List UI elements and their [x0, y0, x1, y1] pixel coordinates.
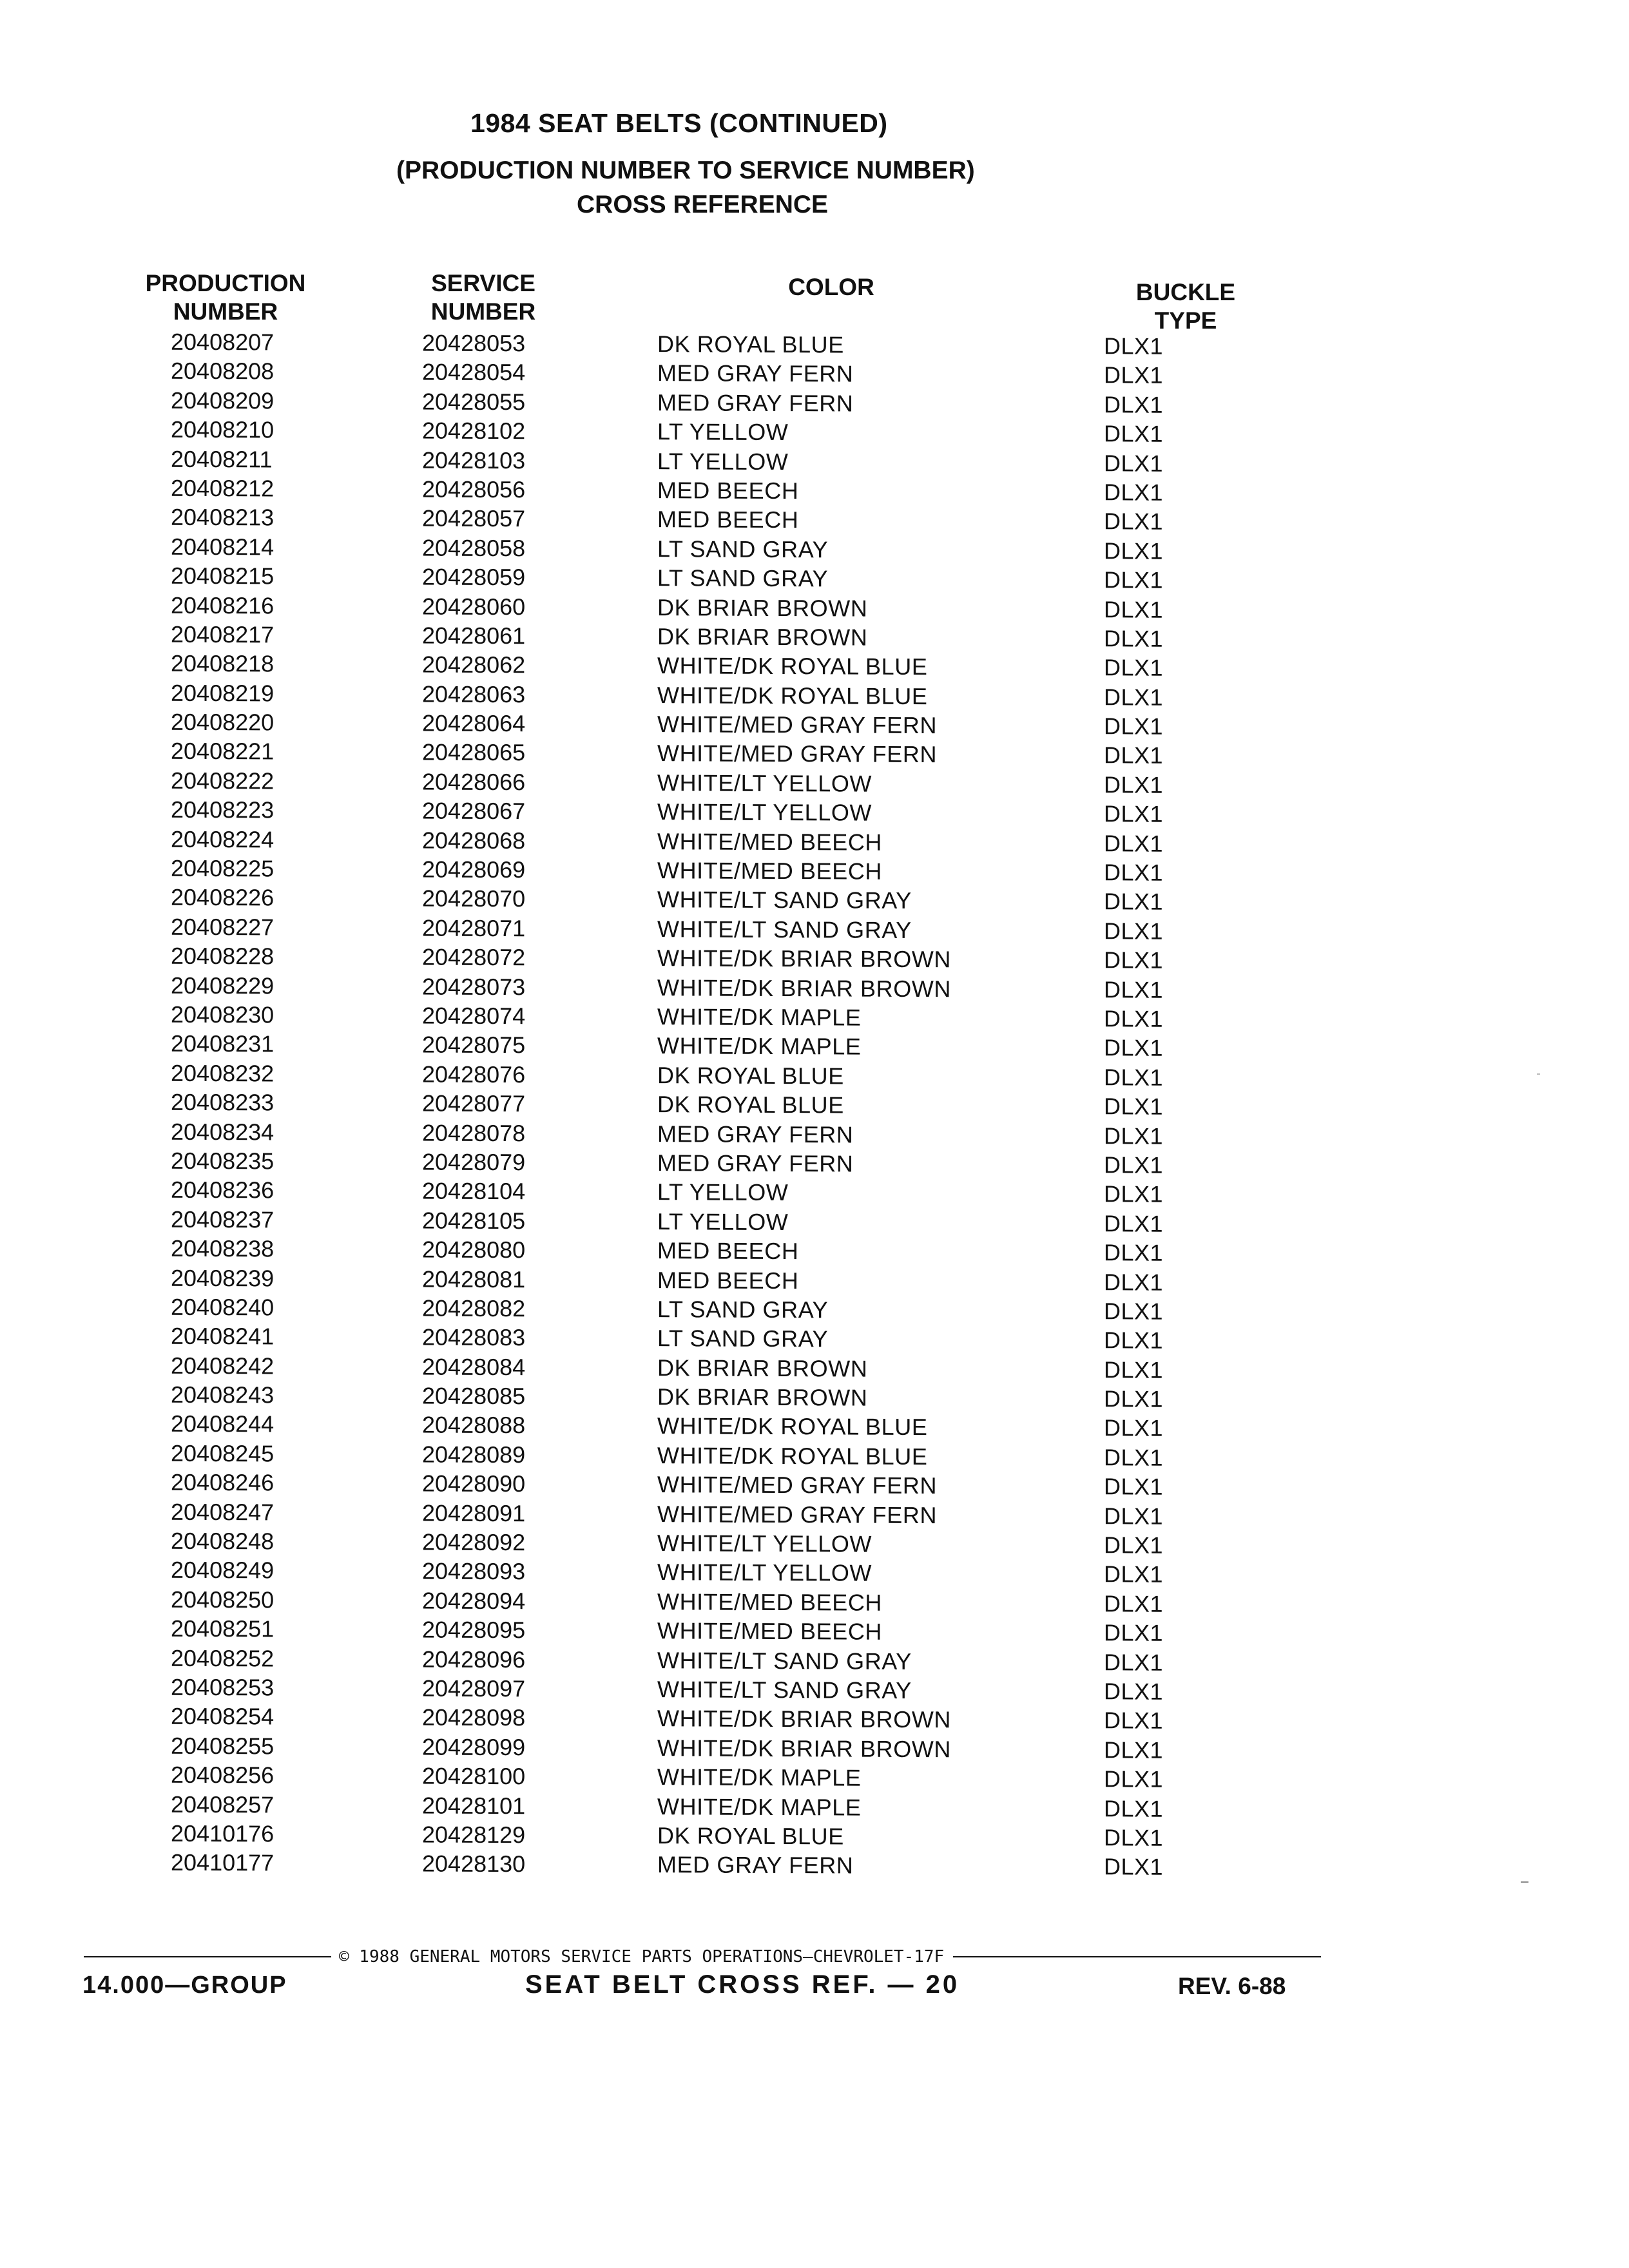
buckle-type-cell: DLX1 [1104, 742, 1164, 769]
cross-reference-table [0, 328, 1629, 1885]
service-number-cell: 20428080 [422, 1236, 526, 1264]
service-number-cell: 20428071 [422, 914, 526, 942]
page-subtitle: (PRODUCTION NUMBER TO SERVICE NUMBER) [396, 157, 975, 184]
service-number-cell: 20428063 [422, 680, 526, 707]
service-number-cell: 20428058 [422, 534, 526, 561]
service-number-cell: 20428101 [422, 1792, 526, 1819]
production-number-cell: 20408240 [171, 1293, 275, 1321]
production-number-cell: 20408228 [171, 942, 275, 970]
buckle-type-cell: DLX1 [1104, 1707, 1164, 1735]
column-header-buckle-type [1121, 278, 1250, 335]
production-number-cell: 20408209 [171, 387, 275, 414]
production-number-cell: 20408212 [171, 474, 275, 502]
buckle-type-cell: DLX1 [1104, 1473, 1164, 1500]
color-cell: WHITE/DK BRIAR BROWN [657, 1734, 952, 1762]
color-cell: LT YELLOW [657, 447, 789, 475]
buckle-type-cell: DLX1 [1104, 1093, 1164, 1120]
service-number-cell: 20428102 [422, 417, 526, 445]
buckle-type-cell: DLX1 [1104, 654, 1164, 682]
production-number-cell: 20408220 [171, 708, 275, 736]
service-number-cell: 20428105 [422, 1207, 526, 1234]
color-cell: DK ROYAL BLUE [657, 331, 844, 358]
buckle-type-cell: DLX1 [1104, 391, 1164, 418]
group-label: 14.000—GROUP [82, 1972, 287, 1999]
service-number-cell: 20428078 [422, 1119, 526, 1146]
service-number-cell: 20428064 [422, 709, 526, 737]
buckle-type-cell: DLX1 [1104, 1356, 1164, 1383]
buckle-type-cell: DLX1 [1104, 1327, 1164, 1354]
color-cell: MED BEECH [657, 477, 799, 505]
production-number-cell: 20408226 [171, 884, 275, 911]
service-number-cell: 20428129 [422, 1821, 526, 1849]
production-number-cell: 20408256 [171, 1761, 275, 1789]
color-cell: DK ROYAL BLUE [657, 1091, 844, 1119]
service-number-cell: 20428074 [422, 1002, 526, 1030]
service-number-cell: 20428057 [422, 505, 526, 532]
color-cell: WHITE/LT SAND GRAY [657, 1646, 912, 1675]
color-cell: WHITE/DK MAPLE [657, 1003, 862, 1031]
buckle-type-cell: DLX1 [1104, 1590, 1164, 1617]
color-cell: WHITE/DK ROYAL BLUE [657, 681, 928, 709]
page-title: 1984 SEAT BELTS (CONTINUED) [470, 108, 888, 138]
buckle-type-cell: DLX1 [1104, 771, 1164, 798]
color-cell: WHITE/LT YELLOW [657, 1530, 872, 1557]
production-number-cell: 20408243 [171, 1381, 275, 1408]
service-number-cell: 20428072 [422, 943, 526, 971]
page-subtitle-2: CROSS REFERENCE [577, 191, 829, 218]
color-cell: DK ROYAL BLUE [657, 1061, 844, 1090]
color-cell: WHITE/LT YELLOW [657, 1559, 872, 1587]
production-number-cell: 20408247 [171, 1498, 275, 1526]
section-label: SEAT BELT CROSS REF. — 20 [525, 1970, 960, 1999]
column-header-service-number [406, 269, 561, 326]
production-number-cell: 20408225 [171, 854, 275, 882]
service-number-cell: 20428099 [422, 1733, 526, 1760]
production-number-cell: 20408211 [171, 445, 273, 473]
production-number-cell: 20408235 [171, 1147, 275, 1175]
color-cell: LT SAND GRAY [657, 564, 829, 592]
color-cell: WHITE/DK BRIAR BROWN [657, 945, 952, 973]
production-number-cell: 20408241 [171, 1323, 275, 1350]
service-number-cell: 20428061 [422, 622, 526, 649]
production-number-cell: 20408246 [171, 1468, 275, 1496]
color-cell: DK BRIAR BROWN [657, 623, 868, 651]
color-cell: DK ROYAL BLUE [657, 1822, 844, 1850]
production-number-cell: 20408251 [171, 1615, 275, 1642]
scan-speck [1521, 1881, 1528, 1883]
color-cell: WHITE/DK ROYAL BLUE [657, 1412, 928, 1441]
color-cell: WHITE/LT YELLOW [657, 798, 872, 826]
production-number-cell: 20408239 [171, 1264, 275, 1291]
service-number-cell: 20428070 [422, 885, 526, 912]
production-number-cell: 20408208 [171, 358, 275, 385]
production-number-cell: 20408219 [171, 679, 275, 707]
color-cell: MED GRAY FERN [657, 1851, 854, 1879]
color-cell: WHITE/MED GRAY FERN [657, 1471, 938, 1499]
buckle-type-cell: DLX1 [1104, 1064, 1164, 1091]
service-number-cell: 20428100 [422, 1762, 526, 1790]
column-header-buckle-line1: BUCKLE [1135, 279, 1236, 305]
column-header-production-number [129, 269, 322, 326]
service-number-cell: 20428093 [422, 1557, 526, 1585]
production-number-cell: 20408254 [171, 1703, 275, 1730]
buckle-type-cell: DLX1 [1104, 332, 1164, 360]
production-number-cell: 20408253 [171, 1673, 275, 1701]
service-number-cell: 20428097 [422, 1675, 526, 1702]
production-number-cell: 20408232 [171, 1059, 275, 1087]
service-number-cell: 20428088 [422, 1411, 526, 1439]
service-number-cell: 20428066 [422, 768, 526, 796]
buckle-type-cell: DLX1 [1104, 1414, 1164, 1442]
color-cell: WHITE/MED BEECH [657, 857, 883, 885]
production-number-cell: 20408217 [171, 620, 275, 648]
copyright-line [84, 1947, 1321, 1966]
color-cell: MED GRAY FERN [657, 1120, 854, 1148]
column-header-color [760, 273, 902, 302]
production-number-cell: 20408207 [171, 328, 275, 356]
buckle-type-cell: DLX1 [1104, 537, 1164, 564]
production-number-cell: 20408213 [171, 504, 275, 531]
buckle-type-cell: DLX1 [1104, 1532, 1164, 1559]
service-number-cell: 20428059 [422, 563, 526, 591]
color-cell: WHITE/MED GRAY FERN [657, 1500, 938, 1528]
color-cell: DK BRIAR BROWN [657, 1354, 868, 1382]
color-cell: WHITE/LT SAND GRAY [657, 886, 912, 914]
service-number-cell: 20428067 [422, 797, 526, 825]
color-cell: WHITE/LT YELLOW [657, 769, 872, 797]
service-number-cell: 20428084 [422, 1353, 526, 1380]
buckle-type-cell: DLX1 [1104, 479, 1164, 506]
buckle-type-cell: DLX1 [1104, 1210, 1164, 1237]
buckle-type-cell: DLX1 [1104, 1648, 1164, 1676]
buckle-type-cell: DLX1 [1104, 829, 1164, 857]
buckle-type-cell: DLX1 [1104, 1298, 1164, 1325]
buckle-type-cell: DLX1 [1104, 1765, 1164, 1792]
footer-rule-right [953, 1956, 1321, 1957]
color-cell: WHITE/LT SAND GRAY [657, 915, 912, 943]
column-header-buckle-line2: TYPE [1154, 307, 1217, 334]
production-number-cell: 20408238 [171, 1235, 275, 1262]
production-number-cell: 20408234 [171, 1118, 275, 1146]
production-number-cell: 20408222 [171, 767, 275, 794]
service-number-cell: 20428095 [422, 1616, 526, 1644]
buckle-type-cell: DLX1 [1104, 947, 1164, 974]
production-number-cell: 20408221 [171, 738, 275, 765]
service-number-cell: 20428053 [422, 329, 526, 357]
service-number-cell: 20428090 [422, 1470, 526, 1497]
color-cell: MED BEECH [657, 1266, 799, 1294]
production-number-cell: 20408255 [171, 1732, 275, 1760]
buckle-type-cell: DLX1 [1104, 800, 1164, 827]
service-number-cell: 20428085 [422, 1382, 526, 1410]
production-number-cell: 20408249 [171, 1557, 275, 1584]
color-cell: WHITE/LT SAND GRAY [657, 1676, 912, 1704]
color-cell: WHITE/DK MAPLE [657, 1763, 862, 1791]
buckle-type-cell: DLX1 [1104, 888, 1164, 916]
color-cell: WHITE/DK ROYAL BLUE [657, 652, 928, 680]
buckle-type-cell: DLX1 [1104, 1268, 1164, 1296]
production-number-cell: 20408214 [171, 533, 275, 561]
color-cell: WHITE/DK BRIAR BROWN [657, 1705, 952, 1733]
color-cell: WHITE/MED GRAY FERN [657, 740, 938, 768]
color-cell: LT SAND GRAY [657, 1325, 829, 1352]
buckle-type-cell: DLX1 [1104, 1034, 1164, 1062]
service-number-cell: 20428069 [422, 856, 526, 883]
buckle-type-cell: DLX1 [1104, 1853, 1164, 1881]
service-number-cell: 20428092 [422, 1528, 526, 1556]
color-cell: LT YELLOW [657, 1207, 789, 1235]
service-number-cell: 20428076 [422, 1061, 526, 1088]
buckle-type-cell: DLX1 [1104, 1736, 1164, 1763]
production-number-cell: 20408252 [171, 1644, 275, 1672]
buckle-type-cell: DLX1 [1104, 1239, 1164, 1266]
production-number-cell: 20408245 [171, 1439, 275, 1467]
service-number-cell: 20428082 [422, 1294, 526, 1322]
service-number-cell: 20428079 [422, 1148, 526, 1176]
service-number-cell: 20428094 [422, 1587, 526, 1615]
production-number-cell: 20408248 [171, 1527, 275, 1555]
service-number-cell: 20428096 [422, 1646, 526, 1673]
color-cell: DK BRIAR BROWN [657, 593, 868, 622]
production-number-cell: 20408230 [171, 1001, 275, 1028]
color-cell: LT SAND GRAY [657, 1296, 829, 1323]
service-number-cell: 20428081 [422, 1265, 526, 1293]
service-number-cell: 20428083 [422, 1323, 526, 1351]
buckle-type-cell: DLX1 [1104, 1619, 1164, 1646]
production-number-cell: 20408242 [171, 1352, 275, 1379]
production-number-cell: 20408224 [171, 825, 275, 853]
service-number-cell: 20428065 [422, 738, 526, 766]
production-number-cell: 20408257 [171, 1791, 275, 1818]
buckle-type-cell: DLX1 [1104, 713, 1164, 740]
buckle-type-cell: DLX1 [1104, 420, 1164, 447]
production-number-cell: 20408236 [171, 1177, 275, 1204]
service-number-cell: 20428089 [422, 1441, 526, 1468]
buckle-type-cell: DLX1 [1104, 1122, 1164, 1149]
production-number-cell: 20408215 [171, 562, 275, 590]
service-number-cell: 20428077 [422, 1090, 526, 1117]
production-number-cell: 20408237 [171, 1206, 275, 1233]
buckle-type-cell: DLX1 [1104, 1180, 1164, 1208]
buckle-type-cell: DLX1 [1104, 859, 1164, 886]
buckle-type-cell: DLX1 [1104, 595, 1164, 623]
buckle-type-cell: DLX1 [1104, 1824, 1164, 1851]
color-cell: WHITE/MED GRAY FERN [657, 711, 938, 739]
color-cell: LT YELLOW [657, 418, 789, 446]
production-number-cell: 20410177 [171, 1849, 275, 1876]
buckle-type-cell: DLX1 [1104, 975, 1164, 1003]
service-number-cell: 20428075 [422, 1031, 526, 1059]
production-number-cell: 20408231 [171, 1030, 275, 1057]
column-header-service-line2: NUMBER [430, 298, 536, 325]
color-cell: WHITE/DK MAPLE [657, 1792, 862, 1821]
color-cell: MED GRAY FERN [657, 360, 854, 387]
buckle-type-cell: DLX1 [1104, 918, 1164, 945]
service-number-cell: 20428091 [422, 1499, 526, 1526]
column-header-service-line1: SERVICE [431, 270, 535, 296]
production-number-cell: 20408250 [171, 1586, 275, 1613]
service-number-cell: 20428098 [422, 1704, 526, 1731]
color-cell: WHITE/MED BEECH [657, 827, 883, 856]
scan-speck-2 [1537, 1073, 1540, 1075]
color-cell: WHITE/DK ROYAL BLUE [657, 1442, 928, 1470]
service-number-cell: 20428060 [422, 593, 526, 620]
production-number-cell: 20408227 [171, 913, 275, 941]
buckle-type-cell: DLX1 [1104, 1794, 1164, 1822]
production-number-cell: 20408216 [171, 591, 275, 619]
color-cell: LT SAND GRAY [657, 535, 829, 563]
column-header-production-line1: PRODUCTION [145, 270, 306, 296]
color-cell: DK BRIAR BROWN [657, 1383, 868, 1411]
color-cell: MED GRAY FERN [657, 1149, 854, 1177]
buckle-type-cell: DLX1 [1104, 1502, 1164, 1530]
service-number-cell: 20428103 [422, 447, 526, 474]
service-number-cell: 20428055 [422, 388, 526, 416]
buckle-type-cell: DLX1 [1104, 1005, 1164, 1032]
service-number-cell: 20428056 [422, 476, 526, 503]
copyright-text: © 1988 GENERAL MOTORS SERVICE PARTS OPERATIONS—CHEVROLET-17F [339, 1947, 945, 1966]
buckle-type-cell: DLX1 [1104, 1151, 1164, 1178]
color-cell: MED GRAY FERN [657, 389, 854, 417]
buckle-type-cell: DLX1 [1104, 683, 1164, 711]
color-cell: MED BEECH [657, 506, 799, 533]
buckle-type-cell: DLX1 [1104, 1385, 1164, 1412]
color-cell: WHITE/MED BEECH [657, 1588, 883, 1616]
buckle-type-cell: DLX1 [1104, 1561, 1164, 1588]
service-number-cell: 20428130 [422, 1850, 526, 1878]
production-number-cell: 20408229 [171, 972, 275, 999]
revision-label: REV. 6-88 [1178, 1973, 1286, 1999]
column-header-production-line2: NUMBER [173, 298, 278, 325]
buckle-type-cell: DLX1 [1104, 449, 1164, 477]
service-number-cell: 20428104 [422, 1177, 526, 1205]
footer-rule-left [84, 1956, 331, 1957]
production-number-cell: 20408218 [171, 650, 275, 677]
color-cell: WHITE/DK BRIAR BROWN [657, 974, 952, 1002]
color-cell: WHITE/MED BEECH [657, 1617, 883, 1645]
service-number-cell: 20428068 [422, 827, 526, 854]
buckle-type-cell: DLX1 [1104, 1678, 1164, 1705]
color-cell: WHITE/DK MAPLE [657, 1032, 862, 1060]
service-number-cell: 20428073 [422, 973, 526, 1000]
service-number-cell: 20428062 [422, 651, 526, 678]
buckle-type-cell: DLX1 [1104, 566, 1164, 593]
color-cell: LT YELLOW [657, 1178, 789, 1206]
production-number-cell: 20410176 [171, 1820, 275, 1847]
service-number-cell: 20428054 [422, 358, 526, 386]
buckle-type-cell: DLX1 [1104, 361, 1164, 389]
production-number-cell: 20408233 [171, 1088, 275, 1116]
production-number-cell: 20408244 [171, 1410, 275, 1437]
buckle-type-cell: DLX1 [1104, 625, 1164, 652]
buckle-type-cell: DLX1 [1104, 1444, 1164, 1471]
column-header-color-label: COLOR [788, 274, 874, 300]
production-number-cell: 20408210 [171, 416, 275, 443]
production-number-cell: 20408223 [171, 796, 275, 823]
color-cell: MED BEECH [657, 1237, 799, 1265]
buckle-type-cell: DLX1 [1104, 508, 1164, 535]
